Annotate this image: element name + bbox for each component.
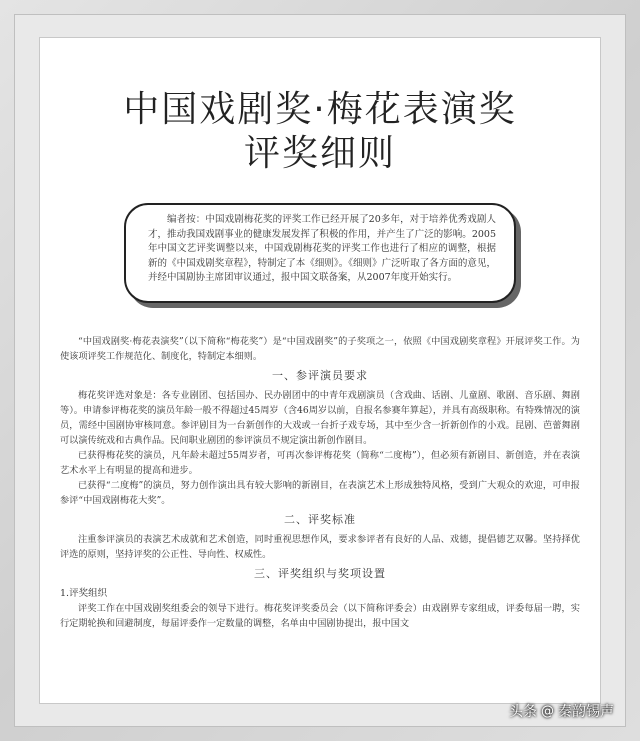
document-page: [40, 38, 600, 703]
editor-note-text: 编者按：中国戏剧梅花奖的评奖工作已经开展了20多年，对于培养优秀戏剧人才，推动我国戏剧事业的健康发展发挥了积极的作用，并产生了广泛的影响。2005年中国文艺评奖调整以来，中国戏剧梅花奖的评奖工作也进行了相应的调整，根据新的《中国戏剧奖章程》，特制定了本《细则》。《细则》广泛听取了各方面的意见，并经中国剧协主席团审议通过，报中国文联备案，从2007年度开始实行。: [148, 214, 496, 283]
at-icon: @: [541, 703, 554, 719]
editor-note-box: [124, 203, 516, 303]
section3-heading: 三、评奖组织与奖项设置: [254, 567, 386, 580]
document-title-line2: 评奖细则: [243, 133, 396, 174]
section1-heading: 一、参评演员要求: [272, 369, 368, 382]
section2-heading: 二、评奖标准: [284, 513, 356, 526]
section1-paragraph1: 梅花奖评选对象是：各专业剧团、包括国办、民办剧团中的中青年戏剧演员（含戏曲、话剧、儿童剧、歌剧、音乐剧、舞剧等）。申请参评梅花奖的演员年龄一般不得超过45周岁（含46周岁以前，自报名参赛年算起），并具有高级职称。有特殊情况的演员，需经中国剧协审核同意。参评剧目为一台新创作的大戏或一台折子戏专场，其中至少含一折新创作的小戏。昆剧、芭蕾舞剧可以演传统戏和古典作品。民间职业剧团的参评演员不规定演出新创作剧目。: [60, 390, 580, 446]
watermark-prefix: 头条: [509, 704, 537, 720]
intro-paragraph: “中国戏剧奖·梅花表演奖”（以下简称“梅花奖”）是“中国戏剧奖”的子奖项之一，依照《中国戏剧奖章程》开展评奖工作。为使该项评奖工作规范化、制度化，特制定本细则。: [60, 336, 580, 362]
section3-subheading: 1.评奖组织: [60, 588, 108, 599]
source-watermark: [509, 701, 614, 721]
section1-paragraph2: 已获得梅花奖的演员，凡年龄未超过55周岁者，可再次参评梅花奖（简称“二度梅”），但必须有新剧目、新创造，并在表演艺术水平上有明显的提高和进步。: [60, 450, 580, 476]
document-title-line1: 中国戏剧奖·梅花表演奖: [123, 89, 517, 130]
section2-paragraph1: 注重参评演员的表演艺术成就和艺术创造，同时重视思想作风，要求参评者有良好的人品、戏德，提倡德艺双馨。坚持择优评选的原则，坚持评奖的公正性、导向性、权威性。: [60, 534, 580, 560]
watermark-name: 秦韵锡声: [558, 704, 614, 720]
document-body: [60, 334, 580, 631]
section3-paragraph1: 评奖工作在中国戏剧奖组委会的领导下进行。梅花奖评奖委员会（以下简称评委会）由戏剧界专家组成，评委每届一聘，实行定期轮换和回避制度，每届评委作一定数量的调整，名单由中国剧协提出，报中国文: [60, 603, 580, 629]
section1-paragraph3: 已获得“二度梅”的演员，努力创作演出具有较大影响的新剧目，在表演艺术上形成独特风格，受到广大观众的欢迎，可申报参评“中国戏剧梅花大奖”。: [60, 480, 580, 506]
